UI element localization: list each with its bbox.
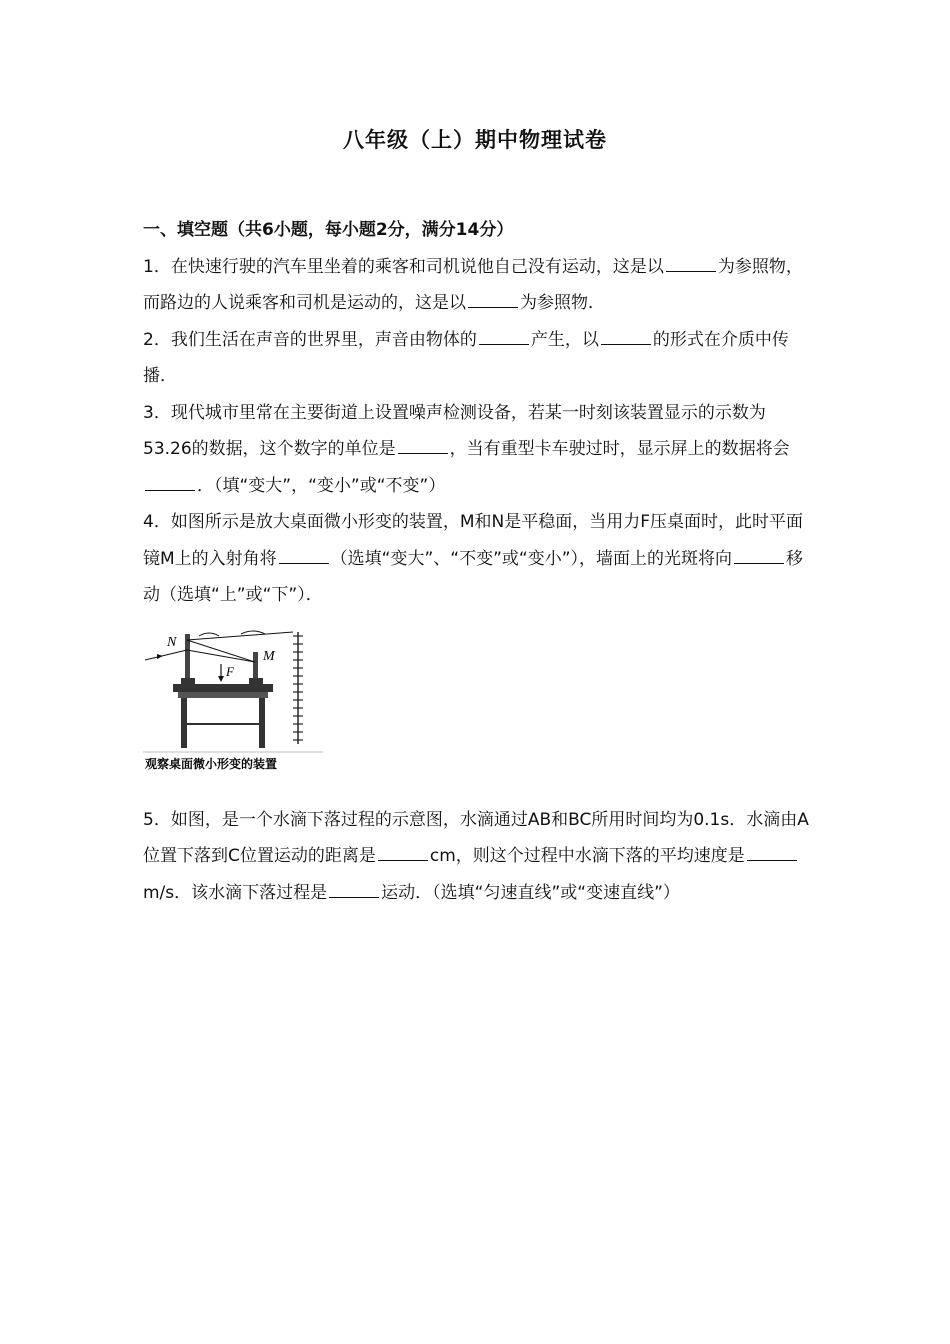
apparatus-figure xyxy=(143,624,323,774)
apparatus-diagram xyxy=(143,624,323,774)
q1-text-a: 1．在快速行驶的汽车里坐着的乘客和司机说他自己没有运动，这是以 xyxy=(143,256,664,277)
q4-text-a: 4．如图所示是放大桌面微小形变的装置，M和N是平稳面，当用力F压桌面时，此时平面镜M上的入射角将 xyxy=(143,512,803,569)
page-title: 八年级（上）期中物理试卷 xyxy=(343,128,607,152)
q5-text-a: 5．如图，是一个水滴下落过程的示意图，水滴通过AB和BC所用时间均为0.1s．水滴由A位置下落到C位置运动的距离是 xyxy=(143,809,809,866)
q3-blank-2 xyxy=(145,489,195,491)
q1-blank-1 xyxy=(666,270,716,272)
q5-text-b: cm，则这个过程中水滴下落的平均速度是 xyxy=(429,846,745,866)
q4-blank-1 xyxy=(279,562,329,564)
content xyxy=(143,212,813,911)
question-3 xyxy=(143,395,813,505)
q5-text-d: 运动．（选填“匀速直线”或“变速直线”） xyxy=(381,882,680,903)
figure-caption: 观察桌面微小形变的装置 xyxy=(145,756,278,771)
q4-text-c: 移动（选填“上”或“下”）． xyxy=(143,548,804,605)
q5-blank-1 xyxy=(378,859,428,861)
question-2 xyxy=(143,322,813,395)
q2-text-b: 产生，以 xyxy=(530,329,599,350)
question-1 xyxy=(143,249,813,322)
q3-blank-1 xyxy=(398,452,448,454)
q1-text-c: 为参照物． xyxy=(520,293,605,313)
q4-blank-2 xyxy=(734,562,784,564)
q5-blank-3 xyxy=(329,896,379,898)
section-heading: 一、填空题（共6小题，每小题2分，满分14分） xyxy=(143,220,514,240)
q2-text-c: 的形式在介质中传播． xyxy=(143,329,789,386)
q1-blank-2 xyxy=(468,306,518,308)
question-5 xyxy=(143,802,813,912)
q3-text-b: ，当有重型卡车驶过时，显示屏上的数据将会 xyxy=(449,439,790,459)
q2-text-a: 2．我们生活在声音的世界里，声音由物体的 xyxy=(143,329,477,350)
q5-text-c: m/s．该水滴下落过程是 xyxy=(143,882,328,903)
label-n: N xyxy=(167,634,177,650)
q2-blank-2 xyxy=(601,343,651,345)
q1-text-b: 为参照物，而路边的人说乘客和司机是运动的，这是以 xyxy=(143,256,803,313)
q3-text-c: ．（填“变大”，“变小”或“不变”） xyxy=(197,475,446,496)
q3-text-a: 3．现代城市里常在主要街道上设置噪声检测设备，若某一时刻该装置显示的示数为53.26的数据，这个数字的单位是 xyxy=(143,402,766,459)
q5-blank-2 xyxy=(747,859,797,861)
label-f: F xyxy=(226,663,234,679)
label-m: M xyxy=(263,648,275,664)
q4-text-b: （选填“变大”、“不变”或“变小”），墙面上的光斑将向 xyxy=(330,548,733,569)
question-4 xyxy=(143,504,813,614)
q2-blank-1 xyxy=(479,343,529,345)
